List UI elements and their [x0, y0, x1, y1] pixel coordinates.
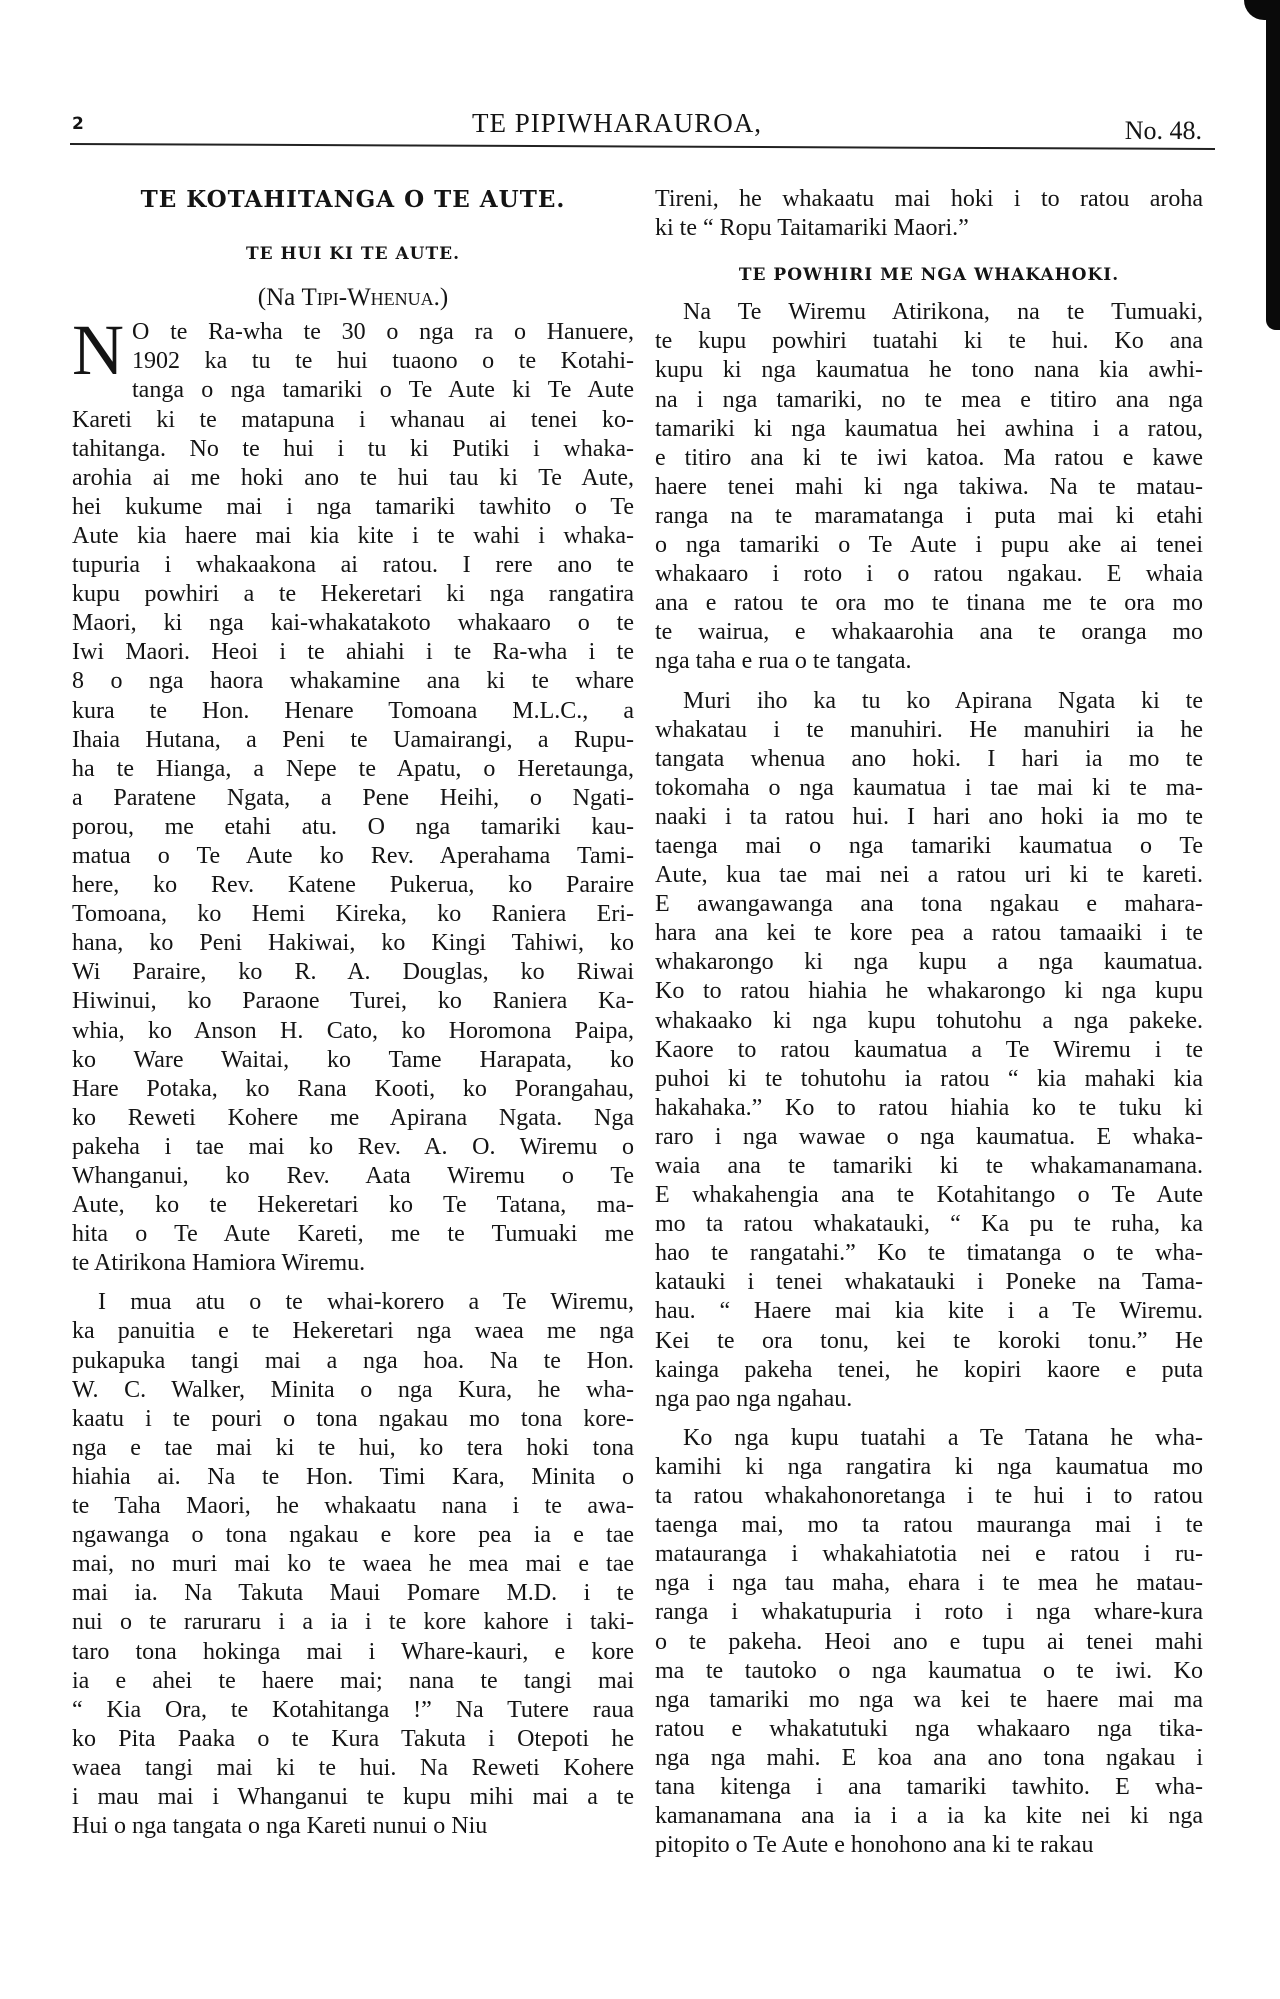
byline-suffix: .): [433, 284, 449, 312]
article-title: TE KOTAHITANGA O TE AUTE.: [140, 186, 566, 213]
text-line: a Paratene Ngata, a Pene Heihi, o Ngati-: [72, 784, 634, 811]
right-column: [655, 185, 1203, 1860]
text-line: W. C. Walker, Minita o nga Kura, he wha-: [72, 1376, 634, 1403]
running-head: [72, 108, 1212, 148]
paragraph: [72, 310, 634, 1278]
byline-prefix: (Na: [257, 284, 302, 312]
text-line: tupuria i whakaakona ai ratou. I rere ano te: [72, 552, 634, 579]
text-line: whakaaro i roto i o ratou ngakau. E whaia: [655, 561, 1203, 588]
byline: [72, 283, 634, 312]
text-line: kamihi ki nga rangatira ki nga kaumatua mo: [655, 1453, 1203, 1480]
text-line: matauranga i whakahiatotia nei e ratou i ru-: [655, 1541, 1203, 1568]
text-line: nga i nga tau maha, ehara i te mea he matau-: [655, 1570, 1203, 1597]
text-line: hau. “ Haere mai kia kite i a Te Wiremu.: [655, 1298, 1203, 1325]
text-line: kupu ki nga kaumatua he tono nana kia awhi-: [655, 357, 1203, 384]
text-line: pitopito o Te Aute e honohono ana ki te rakau: [655, 1832, 1094, 1859]
text-line: E whakahengia ana te Kotahitango o Te Aute: [655, 1182, 1203, 1209]
text-line: Whanganui, ko Rev. Aata Wiremu o Te: [72, 1163, 634, 1189]
text-line: Hare Potaka, ko Rana Kooti, ko Porangahau,: [72, 1075, 634, 1102]
text-line: kamanamana ana ia i a ia ka kite nei ki nga: [655, 1803, 1203, 1830]
text-line: waia ana te tamariki ki te whakamanamana.: [655, 1153, 1203, 1179]
text-line: waea tangi mai ki te hui. Na Reweti Kohere: [72, 1754, 634, 1781]
text-line: mo ta ratou whakatauki, “ Ka pu te ruha, ka: [655, 1211, 1203, 1238]
text-line: Tomoana, ko Hemi Kireka, ko Raniera Eri-: [72, 901, 634, 928]
text-line: pukapuka tangi mai a nga hoa. Na te Hon.: [72, 1347, 634, 1374]
text-line: Na Te Wiremu Atirikona, na te Tumuaki,: [683, 299, 1203, 326]
text-line: O te Ra-wha te 30 o nga ra o Hanuere,: [132, 319, 634, 346]
text-line: nga pao nga ngahau.: [655, 1385, 853, 1412]
text-line: Wi Paraire, ko R. A. Douglas, ko Riwai: [72, 959, 634, 986]
text-line: Ko to ratou hiahia he whakarongo ki nga kupu: [655, 978, 1203, 1005]
drop-cap: N: [72, 310, 124, 391]
text-line: nui o te raruraru i a ia i te kore kahore i taki-: [72, 1609, 634, 1636]
text-line: nga nga mahi. E koa ana ano tona ngakau i: [655, 1744, 1203, 1771]
text-line: ha te Hianga, a Nepe te Apatu, o Heretaunga,: [72, 755, 634, 782]
text-line: whia, ko Anson H. Cato, ko Horomona Paipa,: [72, 1017, 634, 1044]
text-line: hakahaka.” Ko to ratou hiahia ko te tuku ki: [655, 1094, 1203, 1121]
paragraph: [655, 687, 1203, 1414]
text-line: haere tenei mahi ki nga takiwa. Na te matau-: [655, 473, 1203, 500]
text-line: I mua atu o te whai-korero a Te Wiremu,: [98, 1289, 634, 1316]
text-line: ranga i whakatupuria i roto i nga whare-kura: [655, 1599, 1203, 1626]
text-line: kainga pakeha tenei, he kopiri kaore e puta: [655, 1356, 1203, 1383]
text-line: pakeha i tae mai ko Rev. A. O. Wiremu o: [72, 1133, 634, 1160]
text-line: te kupu powhiri tuatahi ki te hui. Ko ana: [655, 328, 1203, 355]
text-line: ia e ahei te haere mai; nana te tangi mai: [72, 1667, 634, 1694]
text-line: hao te rangatahi.” Ko te timatanga o te wha-: [655, 1240, 1203, 1267]
text-line: Aute, kua tae mai nei a ratou uri ki te kareti.: [655, 862, 1203, 889]
text-line: ko Pita Paaka o te Kura Takuta i Otepoti he: [72, 1725, 634, 1752]
text-line: ratou e whakatutuki nga whakaaro nga tika-: [655, 1715, 1203, 1742]
text-line: o te pakeha. Heoi ano e tupu ai tenei mahi: [655, 1628, 1203, 1655]
text-line: E awangawanga ana tona ngakau e mahara-: [655, 891, 1203, 918]
text-line: taenga mai, mo ta ratou mauranga mai i te: [655, 1512, 1203, 1539]
text-line: tana kitenga i ana tamariki tawhito. E wha-: [655, 1773, 1203, 1800]
text-line: hiahia ai. Na te Hon. Timi Kara, Minita o: [72, 1463, 634, 1490]
continued-paragraph: [655, 185, 1203, 243]
text-line: ana e ratou te ora mo te tinana me te ora mo: [655, 590, 1203, 617]
text-line: te Atirikona Hamiora Wiremu.: [72, 1250, 366, 1277]
left-body: [72, 310, 634, 1841]
text-line: i mau mai i Whanganui te kupu mihi mai a te: [72, 1783, 634, 1810]
paragraph: [655, 298, 1203, 676]
text-line: taenga mai o nga tamariki kaumatua o Te: [655, 832, 1203, 859]
text-line: 1902 ka tu te hui tuaono o te Kotahi-: [132, 348, 634, 375]
text-line: tanga o nga tamariki o Te Aute ki Te Aute: [132, 377, 634, 404]
text-line: Hui o nga tangata o nga Kareti nunui o Niu: [72, 1813, 488, 1840]
text-line: raro i nga wawae o nga kaumatua. E whaka-: [655, 1123, 1203, 1150]
text-line: nga taha e rua o te tangata.: [655, 648, 912, 675]
text-line: Aute, ko te Hekeretari ko Te Tatana, ma-: [72, 1192, 634, 1219]
text-line: taro tona hokinga mai i Whare-kauri, e kore: [72, 1638, 634, 1665]
text-line: tokomaha o nga kaumatua i tae mai ki te ma-: [655, 774, 1203, 801]
text-line: kupu powhiri a te Hekeretari ki nga rangatira: [72, 581, 634, 608]
article-subtitle: TE HUI KI TE AUTE.: [246, 244, 460, 265]
text-line: matua o Te Aute ko Rev. Aperahama Tami-: [72, 842, 634, 869]
text-line: ki te “ Ropu Taitamariki Maori.”: [655, 215, 969, 242]
text-line: whakarongo ki nga kupu a nga kaumatua.: [655, 949, 1203, 976]
text-line: Kareti ki te matapuna i whanau ai tenei ko-: [72, 406, 634, 433]
text-line: tamariki ki nga kaumatua hei awhina i a ratou,: [655, 415, 1203, 442]
byline-author: Tipi-Whenua: [301, 284, 434, 312]
text-line: puhoi ki te tohutohu ia ratou “ kia mahaki kia: [655, 1065, 1203, 1092]
text-line: ta ratou whakahonoretanga i te hui i to ratou: [655, 1483, 1203, 1510]
text-line: porou, me etahi atu. O nga tamariki kau-: [72, 813, 634, 840]
text-line: hita o Te Aute Kareti, me te Tumuaki me: [72, 1221, 634, 1248]
text-line: katauki i tenei whakatauki i Poneke na Tama-: [655, 1269, 1203, 1296]
section-heading: TE POWHIRI ME NGA WHAKAHOKI.: [738, 265, 1120, 286]
text-line: tahitanga. No te hui i tu ki Putiki i whaka-: [72, 435, 634, 462]
text-line: e titiro ana ki te iwi katoa. Ma ratou e kawe: [655, 444, 1203, 471]
paragraph: [655, 185, 1203, 243]
text-line: te wairua, e whakaarohia ana te oranga mo: [655, 619, 1203, 646]
scan-edge-shadow-corner: [1244, 0, 1266, 20]
text-line: Hiwinui, ko Paraone Turei, ko Raniera Ka-: [72, 988, 634, 1015]
text-line: ko Ware Waitai, ko Tame Harapata, ko: [72, 1046, 634, 1073]
text-line: hara ana kei te kore pea a ratou tamaaiki i te: [655, 920, 1203, 947]
text-line: Aute kia haere mai kia kite i te wahi i whaka-: [72, 522, 634, 549]
text-line: whakaako ki nga kupu tohutohu a nga pakeke.: [655, 1007, 1203, 1034]
paragraph: [72, 1288, 634, 1841]
left-column: [72, 180, 634, 1841]
text-line: ngawanga o tona ngakau e kore pea ia e tae: [72, 1522, 634, 1549]
text-line: ko Reweti Kohere me Apirana Ngata. Nga: [72, 1104, 634, 1131]
scan-edge-shadow: [1266, 0, 1280, 330]
text-line: arohia ai me hoki ano te hui tau ki Te Aute,: [72, 464, 634, 491]
text-line: Kaore to ratou kaumatua a Te Wiremu i te: [655, 1036, 1203, 1063]
text-line: ma te tautoko o nga kaumatua o te iwi. Ko: [655, 1657, 1203, 1684]
text-line: Muri iho ka tu ko Apirana Ngata ki te: [683, 687, 1203, 714]
text-line: whakatau i te manuhiri. He manuhiri ia he: [655, 716, 1203, 743]
text-line: nga e tae mai ki te hui, ko tera hoki tona: [72, 1434, 634, 1461]
text-line: Maori, ki nga kai-whakatakoto whakaaro o te: [72, 610, 634, 637]
journal-title: TE PIPIWHARAUROA,: [472, 108, 762, 138]
text-line: na i nga tamariki, no te mea e titiro ana nga: [655, 386, 1203, 413]
text-line: Ko nga kupu tuatahi a Te Tatana he wha-: [683, 1424, 1203, 1451]
paragraph: [655, 1424, 1203, 1860]
text-line: here, ko Rev. Katene Pukerua, ko Paraire: [72, 872, 634, 899]
text-line: Tireni, he whakaatu mai hoki i to ratou aroha: [655, 186, 1203, 212]
text-line: kura te Hon. Henare Tomoana M.L.C., a: [72, 697, 634, 724]
right-body: [655, 298, 1203, 1860]
issue-number: No. 48.: [1124, 116, 1202, 145]
text-line: hei kukume mai i nga tamariki tawhito o Te: [72, 493, 634, 520]
text-line: 8 o nga haora whakamine ana ki te whare: [72, 668, 634, 695]
text-line: Ihaia Hutana, a Peni te Uamairangi, a Rupu-: [72, 726, 634, 753]
text-line: nga tamariki mo nga wa kei te haere mai ma: [655, 1686, 1203, 1713]
text-line: Kei te ora tonu, kei te koroki tonu.” He: [655, 1327, 1203, 1354]
text-line: tangata whenua ano hoki. I hari ia mo te: [655, 745, 1203, 772]
text-line: te Taha Maori, he whakaatu nana i te awa-: [72, 1493, 634, 1520]
text-line: o nga tamariki o Te Aute i pupu ake ai tenei: [655, 532, 1203, 559]
text-line: naaki i ta ratou hui. I hari ano hoki ia mo te: [655, 803, 1203, 830]
page-number: 2: [72, 114, 84, 134]
text-line: “ Kia Ora, te Kotahitanga !” Na Tutere raua: [72, 1696, 634, 1723]
text-line: hana, ko Peni Hakiwai, ko Kingi Tahiwi, ko: [72, 930, 634, 957]
text-line: mai ia. Na Takuta Maui Pomare M.D. i te: [72, 1580, 634, 1607]
text-line: kaatu i te pouri o tona ngakau mo tona kore-: [72, 1405, 634, 1432]
text-line: ka panuitia e te Hekeretari nga waea me nga: [72, 1318, 634, 1345]
text-line: Iwi Maori. Heoi i te ahiahi i te Ra-wha i te: [72, 639, 634, 666]
text-line: ranga na te maramatanga i puta mai ki etahi: [655, 502, 1203, 529]
text-line: mai, no muri mai ko te waea he mea mai e tae: [72, 1551, 634, 1578]
